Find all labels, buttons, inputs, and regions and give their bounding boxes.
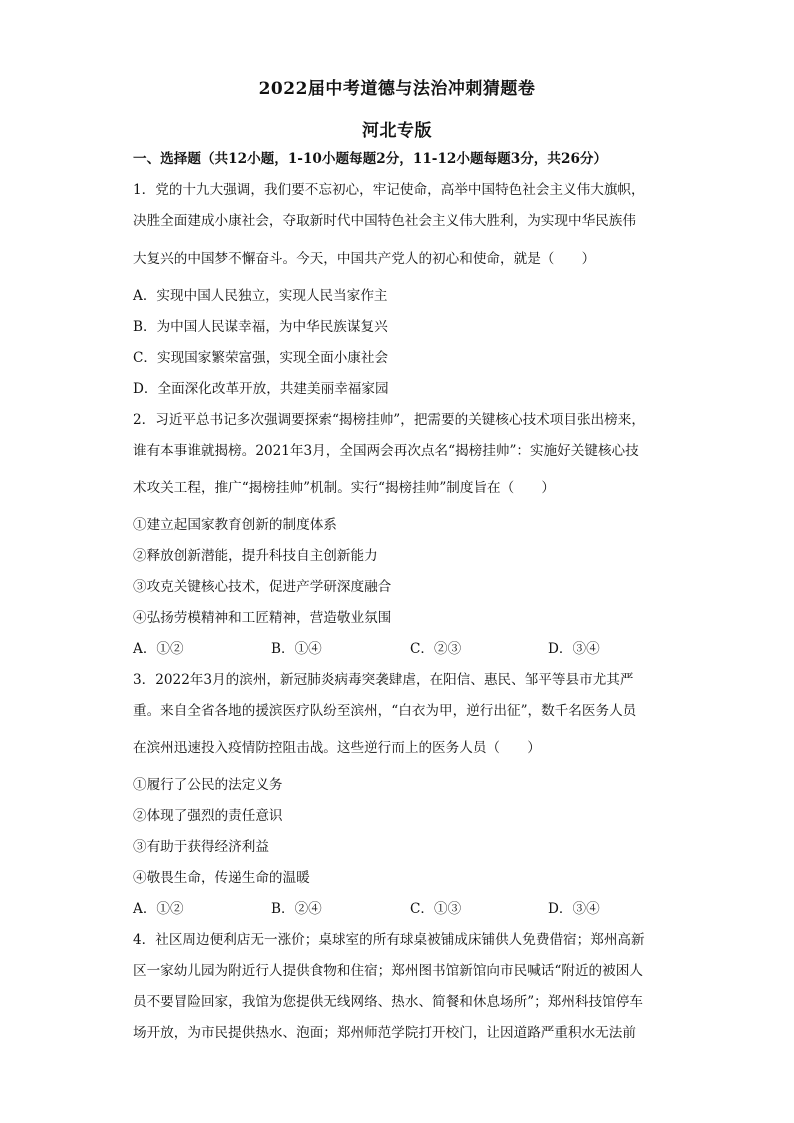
q1-option-d: D．全面深化改革开放，共建美丽幸福家园 [133,381,389,397]
q1-option-b: B．为中国人民谋幸福，为中华民族谋复兴 [133,319,388,335]
q2-statement-4: ④弘扬劳模精神和工匠精神，营造敬业氛围 [133,610,392,626]
q3-choice-c: C．①③ [410,901,462,917]
q4-line-1: 4．社区周边便利店无一涨价；桌球室的所有球桌被铺成床铺供人免费借宿；郑州高新 [133,932,645,948]
q2-statement-3: ③攻克关键核心技术，促进产学研深度融合 [133,579,392,595]
q3-choice-a: A．①② [133,901,184,917]
q3-choice-d: D．③④ [548,901,600,917]
q3-choice-b: B．②④ [271,901,322,917]
q2-statement-2: ②释放创新潜能，提升科技自主创新能力 [133,548,378,564]
q1-line-3: 大复兴的中国梦不懈奋斗。今天，中国共产党人的初心和使命，就是（ ） [133,251,596,267]
q3-statement-1: ①履行了公民的法定义务 [133,777,283,793]
q1-line-2: 决胜全面建成小康社会，夺取新时代中国特色社会主义伟大胜利，为实现中华民族伟 [133,213,636,229]
q1-option-c: C．实现国家繁荣富强，实现全面小康社会 [133,350,389,366]
q2-line-3: 术攻关工程，推广“揭榜挂帅”机制。实行“揭榜挂帅”制度旨在（ ） [133,480,556,496]
q2-choice-b: B．①④ [271,641,322,657]
exam-subtitle: 河北专版 [362,121,432,141]
q2-line-1: 2．习近平总书记多次强调要探索“揭榜挂帅”，把需要的关键核心技术项目张出榜来， [133,412,645,428]
q3-line-3: 在滨州迅速投入疫情防控阻击战。这些逆行而上的医务人员（ ） [133,740,541,756]
exam-title: 2022届中考道德与法治冲刺猜题卷 [258,79,536,99]
q2-choice-a: A．①② [133,641,184,657]
q3-statement-3: ③有助于获得经济利益 [133,839,269,855]
q2-statement-1: ①建立起国家教育创新的制度体系 [133,517,337,533]
q3-statement-2: ②体现了强烈的责任意识 [133,808,283,824]
q4-line-3: 员不要冒险回家，我馆为您提供无线网络、热水、简餐和休息场所”；郑州科技馆停车 [133,994,643,1010]
q2-choice-d: D．③④ [548,641,600,657]
q3-statement-4: ④敬畏生命，传递生命的温暖 [133,870,310,886]
q3-line-1: 3．2022年3月的滨州，新冠肺炎病毒突袭肆虐，在阳信、惠民、邹平等县市尤其严 [133,672,634,688]
q1-line-1: 1．党的十九大强调，我们要不忘初心，牢记使命，高举中国特色社会主义伟大旗帜， [133,182,645,198]
q2-line-2: 谁有本事谁就揭榜。2021年3月，全国两会再次点名“揭榜挂帅”：实施好关键核心技 [133,443,639,459]
q1-option-a: A．实现中国人民独立，实现人民当家作主 [133,288,388,304]
q4-line-2: 区一家幼儿园为附近行人提供食物和住宿；郑州图书馆新馆向市民喊话“附近的被困人 [133,963,643,979]
q2-choice-c: C．②③ [410,641,462,657]
q3-line-2: 重。来自全省各地的援滨医疗队纷至滨州，“白衣为甲，逆行出征”，数千名医务人员 [133,703,637,719]
q4-line-4: 场开放，为市民提供热水、泡面；郑州师范学院打开校门，让因道路严重积水无法前 [133,1025,636,1041]
section-heading: 一、选择题（共12小题，1-10小题每题2分，11-12小题每题3分，共26分） [133,151,608,167]
